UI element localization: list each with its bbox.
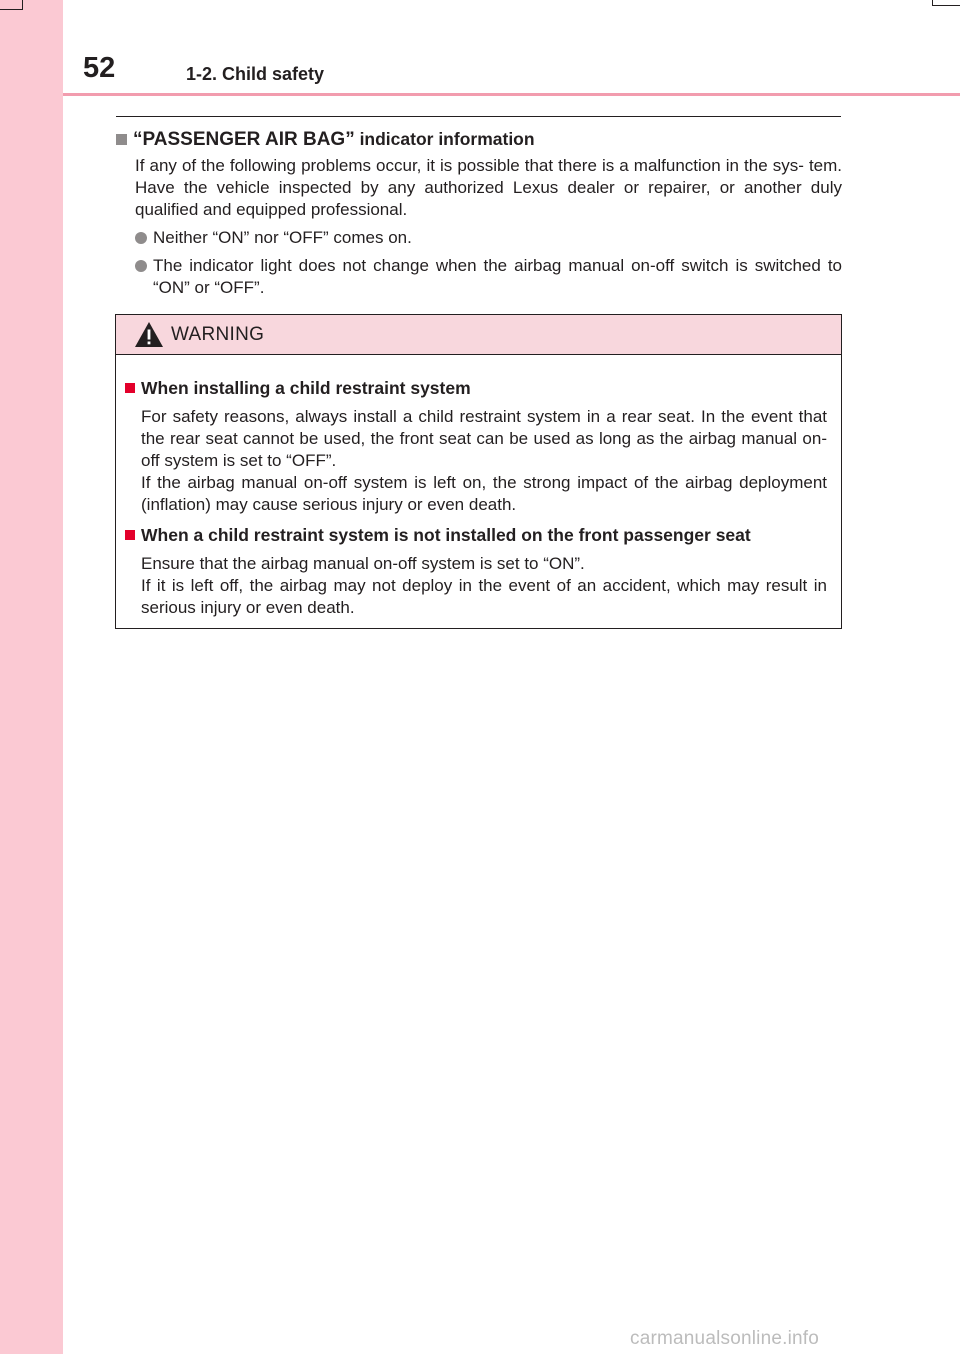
header-rule (63, 93, 960, 96)
red-square-bullet-icon (125, 530, 135, 540)
square-bullet-icon (116, 134, 127, 145)
list-item (135, 227, 842, 249)
section-title: 1-2. Child safety (186, 64, 325, 84)
warning-paragraph: For safety reasons, always install a child restraint system in a rear seat. In the event that the rear seat cannot be used, the front seat can be used as long as the airbag manual on-off system is set to “OFF”. (141, 407, 827, 470)
page-header (63, 0, 960, 96)
warning-triangle-icon (134, 321, 164, 348)
info-heading-row (116, 126, 842, 153)
red-square-bullet-icon (125, 383, 135, 393)
warning-header (116, 315, 841, 355)
warning-heading-row (125, 522, 827, 548)
warning-body (116, 355, 841, 619)
warning-paragraph: If the airbag manual on-off system is left on, the strong impact of the airbag deployment (inflation) may cause serious injury or even death. (141, 473, 827, 514)
info-paragraph: If any of the following problems occur, it is possible that there is a malfunction in the sys- tem. Have the vehicle inspected by any authorized Lexus dealer or repairer, or another duly qualified and equipped professional. (135, 156, 842, 219)
bullet-text: The indicator light does not change when the airbag manual on-off switch is switched to “ON” or “OFF”. (153, 256, 842, 297)
info-section (116, 126, 842, 299)
warning-heading: When a child restraint system is not installed on the front passenger seat (141, 525, 751, 545)
watermark: carmanualsonline.info (630, 1328, 820, 1349)
warning-paragraph: Ensure that the airbag manual on-off system is set to “ON”. (141, 554, 585, 573)
list-item (135, 255, 842, 299)
warning-heading: When installing a child restraint system (141, 378, 471, 398)
warning-section (125, 522, 827, 619)
content-top-rule (116, 116, 841, 117)
info-heading (133, 126, 535, 153)
warning-heading-row (125, 375, 827, 401)
warning-section (125, 375, 827, 516)
side-tab-strip (0, 0, 63, 1354)
warning-paragraph: If it is left off, the airbag may not deploy in the event of an accident, which may result in serious injury or even death. (141, 576, 827, 617)
info-heading-rest: indicator information (354, 129, 535, 149)
page-number: 52 (83, 52, 116, 84)
warning-title: WARNING (171, 323, 265, 345)
circle-bullet-icon (135, 260, 147, 272)
crop-mark-top-left-h (0, 9, 22, 10)
crop-mark-top-left-v (22, 0, 23, 10)
circle-bullet-icon (135, 232, 147, 244)
info-heading-quote: “PASSENGER AIR BAG” (133, 129, 355, 150)
bullet-text: Neither “ON” nor “OFF” comes on. (153, 228, 412, 247)
warning-box (115, 314, 842, 629)
